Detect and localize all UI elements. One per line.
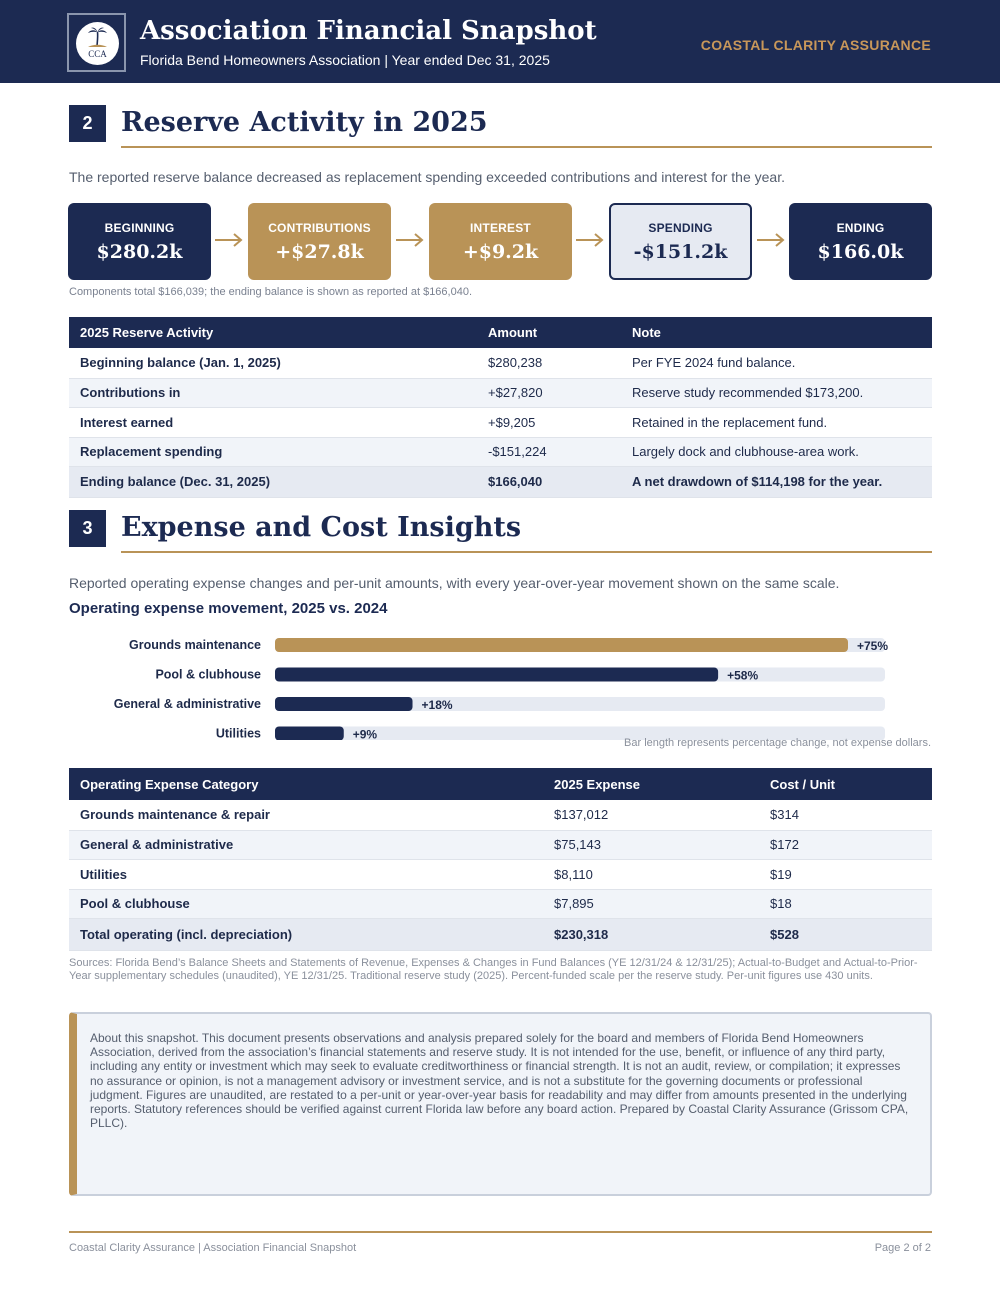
- note-cell: Largely dock and clubhouse-area work.: [621, 437, 932, 466]
- footer-left: Coastal Clarity Assurance | Association Financial Snapshot: [69, 1242, 357, 1254]
- flow-box-spending: [609, 203, 752, 280]
- section-number: 3: [69, 510, 106, 547]
- bar-value-label: +18%: [421, 698, 453, 712]
- flow-box-ending: [789, 203, 932, 280]
- row-label: General & administrative: [69, 830, 543, 859]
- flow-label: INTEREST: [470, 221, 531, 235]
- flow-box-interest: [429, 203, 572, 280]
- flow-box-contributions: [248, 203, 391, 280]
- flow-label: SPENDING: [648, 221, 713, 235]
- table-row: [69, 889, 932, 918]
- arrow-right-icon: [214, 232, 244, 248]
- arrow-right-icon: [575, 232, 605, 248]
- row-label: Pool & clubhouse: [69, 889, 543, 918]
- note-cell: Reserve study recommended $173,200.: [621, 378, 932, 407]
- section-rule: [121, 551, 932, 553]
- expense-cell: $8,110: [543, 859, 759, 889]
- note-cell: A net drawdown of $114,198 for the year.: [621, 466, 932, 497]
- table-row: [69, 859, 932, 889]
- section-rule: [121, 146, 932, 148]
- column-header: Amount: [477, 317, 621, 348]
- about-text: About this snapshot. This document presents observations and analysis prepared solely for the board and members of Florida Bend Homeowners Association, derived from the association’s financial statements and reserve study. It is not intended for the use, benefit, or influence of any third party, including any entity or investment which may seek to evaluate creditworthiness or financial strength. It is not an audit, review, or compilation; it expresses no assurance or opinion, is not a management advisory or investment service, and is not a substitute for the governing documents or professional judgment. Figures are unaudited, are restated to a per-unit or year-over-year basis for readability and may differ from amounts presented in the underlying reports. Statutory references should be verified against current Florida law before any board action. Prepared by Coastal Clarity Assurance (Grissom CPA, PLLC).: [90, 1031, 909, 1131]
- amount-cell: $280,238: [477, 348, 621, 378]
- table-row: [69, 437, 932, 466]
- per-unit-cell: $18: [759, 889, 932, 918]
- note-cell: Retained in the replacement fund.: [621, 407, 932, 437]
- column-header: Operating Expense Category: [69, 768, 543, 800]
- expense-cell: $137,012: [543, 800, 759, 830]
- expense-cell: $230,318: [543, 918, 759, 950]
- per-unit-cell: $528: [759, 918, 932, 950]
- expense-cell: $7,895: [543, 889, 759, 918]
- table-row: [69, 348, 932, 378]
- table-row: [69, 407, 932, 437]
- flow-value: -$151.2k: [633, 241, 728, 263]
- flow-value: +$27.8k: [275, 241, 364, 263]
- bar: [275, 638, 848, 652]
- flow-value: $280.2k: [96, 241, 183, 263]
- table-total-row: [69, 918, 932, 950]
- table-total-row: [69, 466, 932, 497]
- per-unit-cell: $19: [759, 859, 932, 889]
- brand-name: COASTAL CLARITY ASSURANCE: [700, 37, 931, 53]
- amount-cell: -$151,224: [477, 437, 621, 466]
- bar-category-label: Utilities: [215, 726, 261, 740]
- column-header: 2025 Expense: [543, 768, 759, 800]
- arrow-right-icon: [756, 232, 786, 248]
- flow-label: BEGINNING: [104, 221, 175, 235]
- arrow-right-icon: [395, 232, 425, 248]
- table-row: [69, 830, 932, 859]
- section-lead: Reported operating expense changes and per-unit amounts, with every year-over-year movement shown on the same scale.: [69, 575, 840, 591]
- amount-cell: +$27,820: [477, 378, 621, 407]
- row-label: Contributions in: [69, 378, 477, 407]
- document-subtitle: Florida Bend Homeowners Association | Year ended Dec 31, 2025: [140, 52, 550, 68]
- row-label: Total operating (incl. depreciation): [69, 918, 543, 950]
- note-cell: Per FYE 2024 fund balance.: [621, 348, 932, 378]
- reserve-activity-table: [69, 317, 932, 498]
- flow-value: $166.0k: [817, 241, 904, 263]
- bar-value-label: +75%: [857, 639, 889, 653]
- chart-title: Operating expense movement, 2025 vs. 2024: [69, 600, 388, 617]
- document-title: Association Financial Snapshot: [140, 16, 597, 46]
- expense-movement-chart: [0, 620, 1000, 740]
- per-unit-cell: $314: [759, 800, 932, 830]
- row-label: Replacement spending: [69, 437, 477, 466]
- chart-note: Bar length represents percentage change, not expense dollars.: [624, 737, 931, 749]
- palm-tree-icon: [76, 22, 119, 65]
- flow-box-beginning: [68, 203, 211, 280]
- per-unit-cell: $172: [759, 830, 932, 859]
- about-callout: [69, 1012, 932, 1196]
- logo: [67, 13, 126, 72]
- bar-category-label: Pool & clubhouse: [155, 667, 261, 682]
- flow-note: Components total $166,039; the ending balance is shown as reported at $166,040.: [69, 286, 473, 298]
- row-label: Grounds maintenance & repair: [69, 800, 543, 830]
- section-lead: The reported reserve balance decreased as replacement spending exceeded contributions and interest for the year.: [69, 169, 785, 185]
- row-label: Utilities: [69, 859, 543, 889]
- page-number: Page 2 of 2: [874, 1242, 931, 1254]
- bar: [275, 697, 413, 711]
- sources-note: Sources: Florida Bend’s Balance Sheets and Statements of Revenue, Expenses & Changes in Fund Balances (YE 12/31/24 & 12/31/25); Actual-to-Budget and Actual-to-Prior-Year supplementary schedules (unaudited), YE 12/31/25. Traditional reserve study (2025). Percent-funded scale per the reserve study. Per-unit figures use 430 units.: [69, 957, 918, 982]
- row-label: Beginning balance (Jan. 1, 2025): [69, 348, 477, 378]
- row-label: Interest earned: [69, 407, 477, 437]
- table-row: [69, 378, 932, 407]
- logo-text: CCA: [88, 49, 107, 59]
- bar-category-label: General & administrative: [113, 697, 261, 711]
- column-header: 2025 Reserve Activity: [69, 317, 477, 348]
- table-header-row: [69, 768, 932, 800]
- header-bar: [0, 0, 1000, 83]
- section-title: Expense and Cost Insights: [121, 512, 522, 543]
- amount-cell: +$9,205: [477, 407, 621, 437]
- section-title: Reserve Activity in 2025: [121, 107, 488, 138]
- table-row: [69, 800, 932, 830]
- column-header: Note: [621, 317, 932, 348]
- flow-label: CONTRIBUTIONS: [268, 221, 371, 235]
- bar-value-label: +58%: [727, 668, 759, 683]
- column-header: Cost / Unit: [759, 768, 932, 800]
- bar: [275, 727, 344, 741]
- flow-value: +$9.2k: [462, 241, 539, 263]
- operating-expense-table: [69, 768, 932, 951]
- flow-label: ENDING: [836, 221, 885, 235]
- table-header-row: [69, 317, 932, 348]
- footer-rule: [69, 1231, 932, 1233]
- bar-value-label: +9%: [352, 727, 378, 740]
- section-number: 2: [69, 105, 106, 142]
- bar-category-label: Grounds maintenance: [129, 638, 261, 652]
- row-label: Ending balance (Dec. 31, 2025): [69, 466, 477, 497]
- expense-cell: $75,143: [543, 830, 759, 859]
- bar: [275, 668, 718, 682]
- amount-cell: $166,040: [477, 466, 621, 497]
